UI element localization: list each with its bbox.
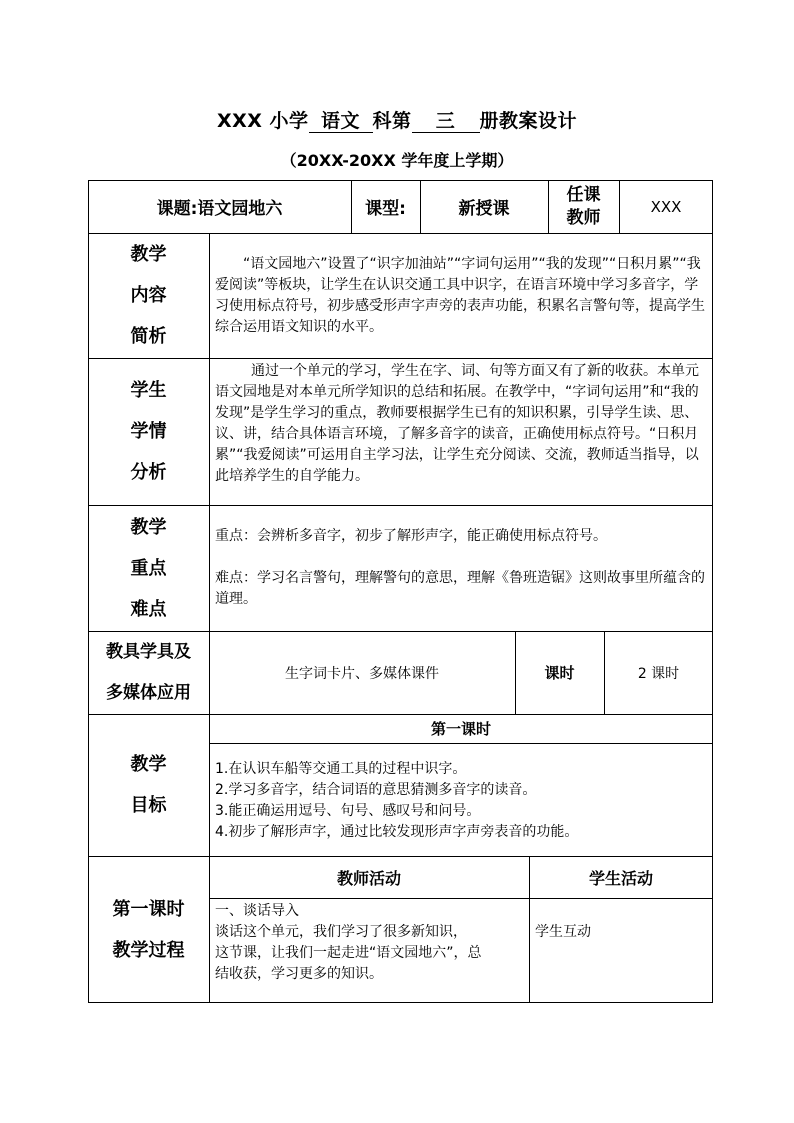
goals-period: 第一课时	[430, 720, 491, 738]
content-text	[209, 233, 713, 358]
teacher-label-line: 教师	[566, 207, 601, 228]
label-line: 学情	[130, 421, 167, 442]
label-line: 教学	[130, 754, 167, 775]
content-paragraph: “语文园地六”设置了“识字加油站”“字词句运用”“我的发现”“日积月累”“我爱阅读”等板块，让学生在认识交通工具中识字，在语言环境中学习多音字，学习使用标点符号，初步感受形声字声旁的表声功能，积累名言警句等，提高学生综合运用语文知识的水平。	[215, 256, 705, 335]
type-label: 课型:	[365, 199, 406, 219]
label-line: 教学	[130, 244, 167, 265]
label-line: 目标	[130, 795, 167, 816]
term-subtitle: （20XX-20XX 学年度上学期）	[280, 151, 514, 170]
student-activity: 学生互动	[535, 924, 591, 940]
label-line: 难点	[130, 598, 167, 620]
tools-value: 生字词卡片、多媒体课件	[285, 665, 439, 682]
document-title	[0, 106, 794, 133]
label-line: 第一课时	[112, 898, 185, 920]
goal-item: 1.在认识车船等交通工具的过程中识字。	[215, 761, 467, 777]
activity-line: 一、谈话导入	[215, 903, 299, 919]
activity-line: 谈话这个单元，我们学习了很多新知识，	[215, 924, 467, 940]
teacher-activity	[209, 898, 529, 1003]
subject-blank: 语文	[309, 110, 373, 133]
label-line: 重点	[130, 557, 167, 579]
label-line: 教学	[130, 516, 167, 538]
goals-list	[209, 743, 713, 856]
title-tail: 册教案设计	[479, 110, 578, 132]
volume-blank: 三	[412, 110, 480, 133]
goal-item: 3.能正确运用逗号、句号、感叹号和问号。	[215, 803, 481, 819]
keypoints-label	[88, 505, 209, 631]
label-line: 多媒体应用	[106, 682, 191, 703]
label-line: 简析	[130, 326, 167, 347]
difficult-point: 难点：学习名言警句，理解警句的意思，理解《鲁班造锯》这则故事里所蕴含的道理。	[215, 570, 705, 607]
activity-line: 这节课，让我们一起走进“语文园地六”，总	[215, 945, 482, 961]
teacher-activity-header: 教师活动	[336, 868, 401, 888]
students-label	[88, 358, 209, 505]
school-name: XXX 小学	[216, 110, 309, 132]
label-line: 分析	[130, 462, 167, 483]
hours-label: 课时	[544, 664, 575, 682]
label-line: 学生	[130, 380, 167, 401]
label-line: 教学过程	[112, 939, 185, 961]
label-line: 内容	[130, 285, 167, 306]
tools-label	[88, 631, 209, 714]
goal-item: 4.初步了解形声字，通过比较发现形声字声旁表音的功能。	[215, 824, 579, 840]
goals-label	[88, 714, 209, 856]
process-label	[88, 856, 209, 1003]
type-value: 新授课	[458, 199, 510, 219]
student-activity-header: 学生活动	[588, 868, 653, 888]
topic-cell: 课题:语文园地六	[156, 199, 283, 219]
goal-item: 2.学习多音字，结合词语的意思猜测多音字的读音。	[215, 782, 537, 798]
content-label	[88, 233, 209, 358]
students-paragraph: 通过一个单元的学习，学生在字、词、句等方面又有了新的收获。本单元语文园地是对本单元所学知识的总结和拓展。在教学中，“字词句运用”和“我的发现”是学生学习的重点，教师要根据学生已有的知识积累，引导学生读、思、议、讲，结合具体语言环境，了解多音字的读音，正确使用标点符号。“日积月累”“我爱阅读”可运用自主学习法，让学生充分阅读、交流，教师适当指导，以此培养学生的自学能力。	[215, 363, 699, 484]
activity-line: 结收获，学习更多的知识。	[215, 966, 383, 982]
teacher-label	[548, 180, 619, 233]
hours-value: 2 课时	[637, 665, 680, 682]
label-line: 教具学具及	[106, 641, 191, 662]
teacher-value: XXX	[650, 197, 682, 216]
lesson-plan-table	[88, 180, 713, 1003]
title-mid: 科第	[372, 110, 412, 132]
key-point: 重点：会辨析多音字，初步了解形声字，能正确使用标点符号。	[215, 528, 607, 544]
students-text	[209, 358, 713, 505]
keypoints-text	[209, 505, 713, 631]
teacher-label-line: 任课	[566, 184, 601, 205]
